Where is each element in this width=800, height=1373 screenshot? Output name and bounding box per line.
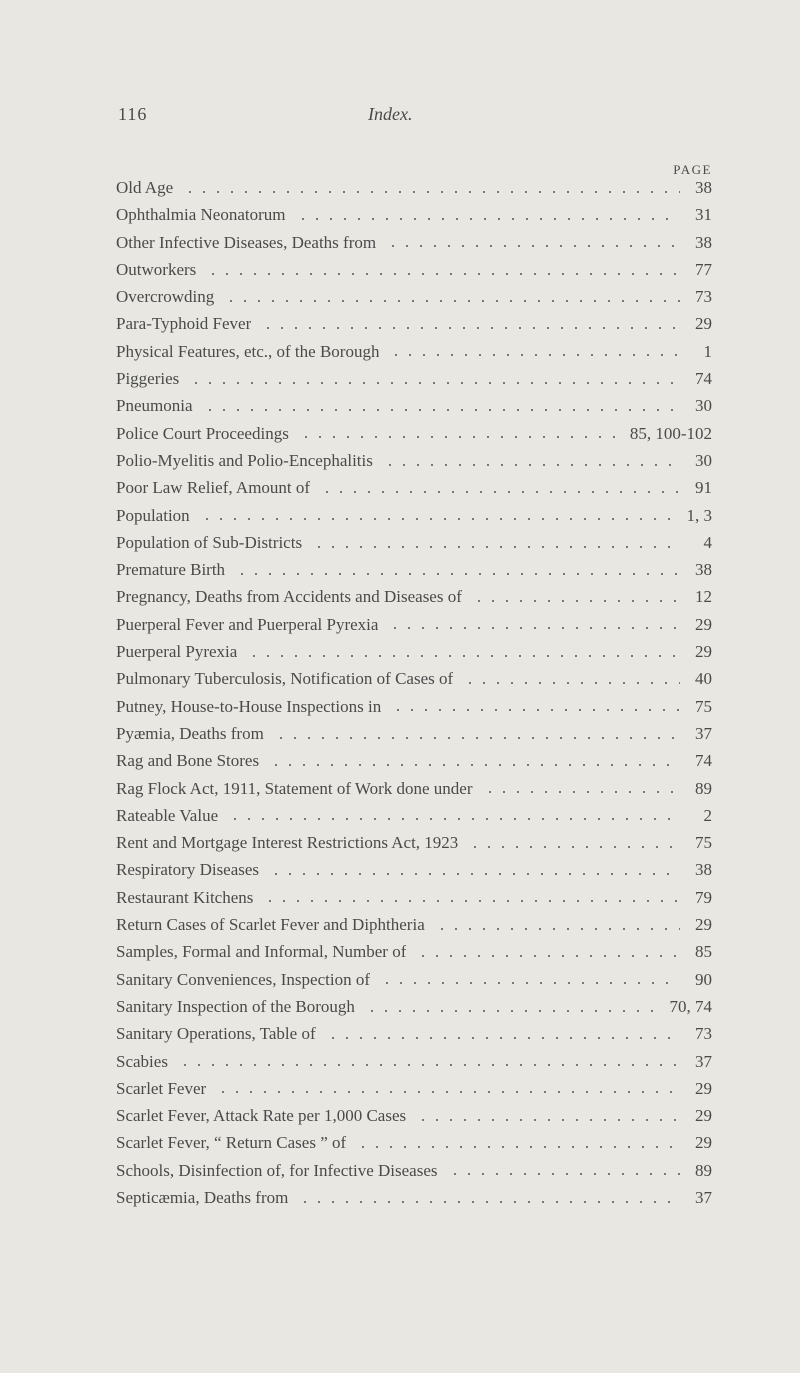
dot-leader — [206, 273, 680, 275]
index-entry — [116, 779, 712, 806]
index-page-ref: 30 — [695, 396, 712, 416]
index-term: Putney, House-to-House Inspections in — [116, 696, 382, 716]
index-page-ref: 85, 100-102 — [629, 423, 712, 443]
index-page-ref: 74 — [695, 369, 712, 389]
index-entry — [116, 560, 712, 587]
index-page-ref: 29 — [695, 614, 712, 634]
dot-leader — [468, 846, 680, 848]
dot-leader — [463, 682, 680, 684]
index-page-ref: 73 — [695, 287, 712, 307]
index-entry — [116, 205, 712, 232]
index-entry — [116, 751, 712, 778]
index-page-ref: 2 — [703, 805, 712, 825]
index-term: Pyæmia, Deaths from — [116, 723, 264, 743]
index-entry — [116, 396, 712, 423]
page-title: Index. — [368, 104, 413, 124]
dot-leader — [189, 382, 680, 384]
index-page-ref: 4 — [703, 532, 712, 552]
index-entry — [116, 970, 712, 997]
index-entry — [116, 724, 712, 751]
index-term: Return Cases of Scarlet Fever and Diphtheria — [116, 915, 425, 935]
index-term: Physical Features, etc., of the Borough — [116, 341, 380, 361]
index-term: Puerperal Pyrexia — [116, 642, 238, 662]
index-term: Ophthalmia Neonatorum — [116, 205, 286, 225]
dot-leader — [383, 464, 680, 466]
dot-leader — [472, 600, 680, 602]
index-page-ref: 75 — [695, 833, 712, 853]
index-page-ref: 90 — [695, 969, 712, 989]
dot-leader — [435, 928, 680, 930]
index-term: Schools, Disinfection of, for Infective Diseases — [116, 1160, 438, 1180]
index-term: Samples, Formal and Informal, Number of — [116, 942, 407, 962]
index-page-ref: 29 — [695, 1133, 712, 1153]
index-page-ref: 89 — [695, 1160, 712, 1180]
dot-leader — [216, 1091, 680, 1093]
dot-leader — [228, 818, 680, 820]
dot-leader — [203, 409, 681, 411]
index-entry — [116, 1052, 712, 1079]
index-term: Poor Law Relief, Amount of — [116, 478, 311, 498]
index-term: Sanitary Operations, Table of — [116, 1024, 316, 1044]
index-page-ref: 70, 74 — [669, 996, 712, 1016]
index-entry — [116, 260, 712, 287]
page-column-label: PAGE — [673, 162, 712, 177]
index-term: Polio-Myelitis and Polio-Encephalitis — [116, 450, 373, 470]
index-term: Sanitary Conveniences, Inspection of — [116, 969, 370, 989]
index-term: Rent and Mortgage Interest Restrictions Act, 1923 — [116, 833, 459, 853]
index-entry — [116, 424, 712, 451]
dot-leader — [356, 1146, 680, 1148]
dot-leader — [448, 1173, 681, 1175]
index-term: Scabies — [116, 1051, 168, 1071]
dot-leader — [183, 191, 680, 193]
index-term: Scarlet Fever — [116, 1078, 207, 1098]
index-entry — [116, 1161, 712, 1188]
dot-leader — [386, 245, 680, 247]
index-term: Pulmonary Tuberculosis, Notification of Cases of — [116, 669, 454, 689]
index-entry — [116, 506, 712, 533]
index-entry — [116, 533, 712, 560]
index-page-ref: 29 — [695, 1106, 712, 1126]
index-term: Scarlet Fever, “ Return Cases ” of — [116, 1133, 347, 1153]
index-page-ref: 40 — [695, 669, 712, 689]
index-entry — [116, 587, 712, 614]
dot-leader — [483, 791, 680, 793]
index-page-ref: 91 — [695, 478, 712, 498]
index-entry — [116, 1106, 712, 1133]
index-term: Old Age — [116, 178, 174, 197]
index-entry — [116, 997, 712, 1024]
dot-leader — [391, 709, 680, 711]
dot-leader — [299, 436, 622, 438]
index-term: Other Infective Diseases, Deaths from — [116, 232, 377, 252]
dot-leader — [269, 764, 680, 766]
index-entry — [116, 369, 712, 396]
index-entry — [116, 314, 712, 341]
index-page-ref: 89 — [695, 778, 712, 798]
index-page-ref: 30 — [695, 450, 712, 470]
index-page-ref: 31 — [695, 205, 712, 225]
index-page-ref: 38 — [695, 560, 712, 580]
index-page-ref: 38 — [695, 178, 712, 197]
index-page-ref: 74 — [695, 751, 712, 771]
dot-leader — [296, 218, 681, 220]
index-page-ref: 29 — [695, 915, 712, 935]
index-entry — [116, 833, 712, 860]
dot-leader — [298, 1201, 680, 1203]
dot-leader — [365, 1010, 662, 1012]
index-page-ref: 37 — [695, 1051, 712, 1071]
index-term: Population of Sub-Districts — [116, 532, 303, 552]
dot-leader — [320, 491, 680, 493]
page-header — [108, 104, 708, 128]
index-term: Restaurant Kitchens — [116, 887, 254, 907]
index-entry — [116, 915, 712, 942]
dot-leader — [274, 737, 680, 739]
index-term: Rag Flock Act, 1911, Statement of Work done under — [116, 778, 473, 798]
dot-leader — [380, 982, 680, 984]
dot-leader — [269, 873, 680, 875]
index-term: Police Court Proceedings — [116, 423, 289, 443]
index-page-ref: 73 — [695, 1024, 712, 1044]
index-term: Para-Typhoid Fever — [116, 314, 252, 334]
index-entry — [116, 178, 712, 205]
index-term: Population — [116, 505, 190, 525]
index-term: Respiratory Diseases — [116, 860, 260, 880]
index-entry — [116, 642, 712, 669]
index-entry — [116, 478, 712, 505]
dot-leader — [389, 354, 680, 356]
index-page-ref: 75 — [695, 696, 712, 716]
index-entry — [116, 1188, 712, 1215]
dot-leader — [388, 627, 680, 629]
index-page-ref: 77 — [695, 259, 712, 279]
index-term: Sanitary Inspection of the Borough — [116, 996, 355, 1016]
dot-leader — [261, 327, 680, 329]
index-entry — [116, 806, 712, 833]
index-page-ref: 29 — [695, 642, 712, 662]
index-term: Septicæmia, Deaths from — [116, 1187, 289, 1207]
index-page-ref: 85 — [695, 942, 712, 962]
index-entry — [116, 1024, 712, 1051]
index-entry — [116, 860, 712, 887]
index-entry — [116, 342, 712, 369]
index-term: Pneumonia — [116, 396, 193, 416]
index-entry — [116, 888, 712, 915]
index-term: Outworkers — [116, 259, 197, 279]
dot-leader — [326, 1037, 680, 1039]
index-entry — [116, 615, 712, 642]
index-page-ref: 29 — [695, 314, 712, 334]
index-page-ref: 1 — [703, 341, 712, 361]
index-term: Rateable Value — [116, 805, 219, 825]
index-term: Piggeries — [116, 369, 180, 389]
index-page-ref: 1, 3 — [686, 505, 712, 525]
index-term: Pregnancy, Deaths from Accidents and Diseases of — [116, 587, 462, 607]
index-entry — [116, 233, 712, 260]
index-page-ref: 38 — [695, 860, 712, 880]
index-entry — [116, 669, 712, 696]
index-entry — [116, 451, 712, 478]
dot-leader — [416, 955, 680, 957]
index-page-ref: 29 — [695, 1078, 712, 1098]
dot-leader — [247, 655, 680, 657]
index-page-ref: 38 — [695, 232, 712, 252]
index-page-ref: 37 — [695, 1187, 712, 1207]
dot-leader — [263, 900, 680, 902]
index-page-ref: 12 — [695, 587, 712, 607]
index-entry — [116, 942, 712, 969]
index-term: Premature Birth — [116, 560, 226, 580]
dot-leader — [224, 300, 680, 302]
dot-leader — [416, 1119, 680, 1121]
index-term: Scarlet Fever, Attack Rate per 1,000 Cases — [116, 1106, 407, 1126]
dot-leader — [200, 518, 679, 520]
index-entry — [116, 1079, 712, 1106]
page-number: 116 — [118, 104, 148, 124]
dot-leader — [235, 573, 680, 575]
index-entry — [116, 287, 712, 314]
index-page-ref: 79 — [695, 887, 712, 907]
index-list — [116, 178, 712, 1215]
index-term: Rag and Bone Stores — [116, 751, 260, 771]
index-entry — [116, 1133, 712, 1160]
index-term: Overcrowding — [116, 287, 215, 307]
index-page-ref: 37 — [695, 723, 712, 743]
dot-leader — [312, 546, 680, 548]
index-term: Puerperal Fever and Puerperal Pyrexia — [116, 614, 379, 634]
dot-leader — [178, 1064, 680, 1066]
index-entry — [116, 697, 712, 724]
